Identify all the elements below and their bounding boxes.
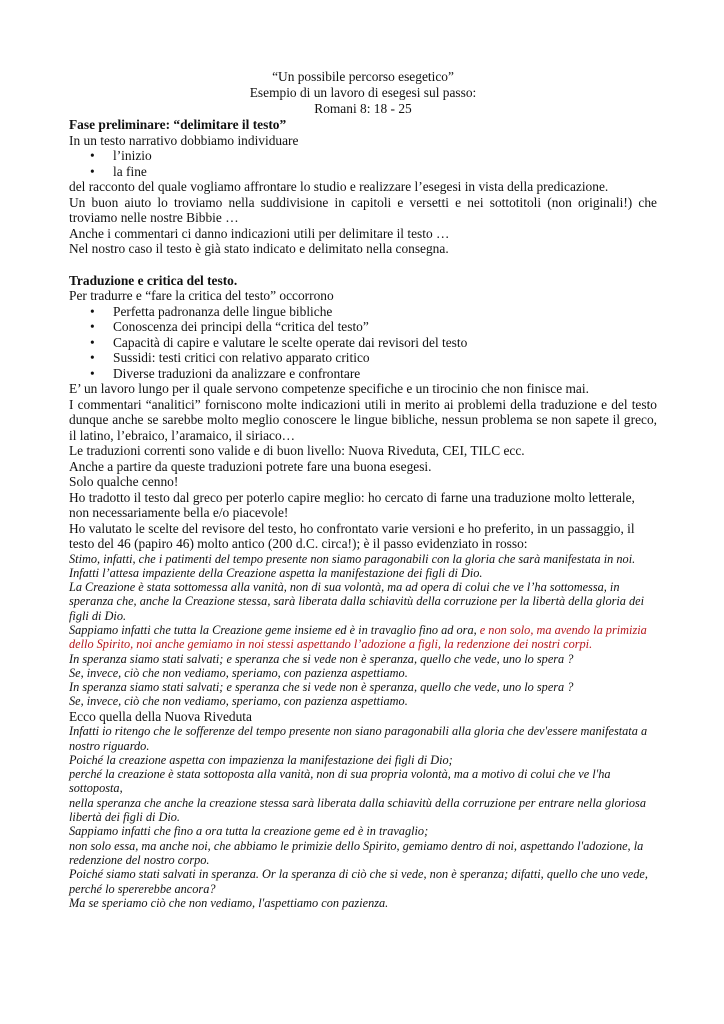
translation-verse: Se, invece, ciò che non vediamo, speriamo, con pazienza aspettiamo.	[69, 694, 408, 709]
paragraph: I commentari “analitici” forniscono molte indicazioni utili in merito ai problemi della traduzione e del testo dunque anche se sarebbe molto meglio conoscere le lingue bibliche, nessun problema se non sapete il greco, il latino, l’ebraico, l’aramaico, il siriaco…	[69, 396, 657, 443]
riveduta-verse: Poiché siamo stati salvati in speranza. Or la speranza di ciò che si vede, non è speranza; difatti, quello che uno vede, perché lo spererebbe ancora?	[69, 867, 648, 896]
verse-text: Sappiamo infatti che tutta la Creazione geme insieme ed è in travaglio fino ad ora,	[69, 622, 480, 637]
paragraph: Le traduzioni correnti sono valide e di buon livello: Nuova Riveduta, CEI, TILC ecc.	[69, 443, 525, 458]
translation-verse: Stimo, infatti, che i patimenti del tempo presente non siamo paragonabili con la gloria che sarà manifestata in noi.	[69, 551, 636, 566]
bullet-list	[69, 148, 657, 179]
document-page	[69, 69, 657, 910]
title-line-2: Esempio di un lavoro di esegesi sul passo:	[249, 85, 477, 100]
paragraph: Un buon aiuto lo troviamo nella suddivisione in capitoli e versetti e nei sottotitoli (non originali!) che troviamo nelle nostre Bibbie …	[69, 194, 657, 225]
list-item: • la fine	[69, 164, 657, 180]
translation-verse: In speranza siamo stati salvati; e speranza che si vede non è speranza, quello che vede, uno lo spera ?	[69, 651, 574, 666]
translation-verse: Infatti l’attesa impaziente della Creazione aspetta la manifestazione dei figli di Dio.	[69, 565, 483, 580]
translation-verse-highlighted	[69, 623, 657, 652]
section-heading-traduzione: Traduzione e critica del testo.	[69, 272, 238, 288]
title-line-1: “Un possibile percorso esegetico”	[272, 69, 454, 84]
title-line-3: Romani 8: 18 - 25	[314, 101, 412, 116]
list-item: • Capacità di capire e valutare le scelte operate dai revisori del testo	[69, 335, 657, 351]
translation-verse: La Creazione è stata sottomessa alla vanità, non di sua volontà, ma ad opera di colui che ve l’ha sottomessa, in speranza che, anche la Creazione stessa, sarà liberata dalla schiavitù della corruzione per la libertà della gloria dei figli di Dio.	[69, 580, 645, 623]
riveduta-verse: perché la creazione è stata sottoposta alla vanità, non di sua propria volontà, ma a motivo di colui che ve l'ha sottoposta,	[69, 767, 611, 796]
list-item: • Conoscenza dei principi della “critica del testo”	[69, 319, 657, 335]
paragraph: Per tradurre e “fare la critica del testo” occorrono	[69, 288, 334, 303]
riveduta-verse: nella speranza che anche la creazione stessa sarà liberata dalla schiavitù della corruzione per entrare nella gloriosa libertà dei figli di Dio.	[69, 795, 646, 825]
paragraph: Ho valutato le scelte del revisore del testo, ho confrontato varie versioni e ho preferito, in un passaggio, il testo del 46 (papiro 46) molto antico (200 d.C. circa!); è il passo evidenziato in rosso:	[69, 520, 635, 551]
papyrus-46-highlight: e non solo, ma avendo la primizia dello Spirito, noi anche gemiamo in noi stessi aspettando l’adozione a figli, la redenzione dei nostri corpi.	[69, 622, 647, 652]
riveduta-verse: Poiché la creazione aspetta con impazienza la manifestazione dei figli di Dio;	[69, 752, 453, 767]
list-item: • Sussidi: testi critici con relativo apparato critico	[69, 350, 657, 366]
section-heading-preliminare: Fase preliminare: “delimitare il testo”	[69, 117, 287, 132]
translation-verse: In speranza siamo stati salvati; e speranza che si vede non è speranza, quello che vede, uno lo spera ?	[69, 680, 574, 695]
list-item: • Diverse traduzioni da analizzare e confrontare	[69, 366, 657, 382]
paragraph: Solo qualche cenno!	[69, 474, 179, 489]
list-item: • Perfetta padronanza delle lingue bibliche	[69, 304, 657, 320]
paragraph: Anche i commentari ci danno indicazioni utili per delimitare il testo …	[69, 225, 450, 241]
paragraph: del racconto del quale vogliamo affrontare lo studio e realizzare l’esegesi in vista della predicazione.	[69, 179, 609, 194]
paragraph: E’ un lavoro lungo per il quale servono competenze specifiche e un tirocinio che non finisce mai.	[69, 381, 589, 396]
riveduta-verse: Ma se speriamo ciò che non vediamo, l'aspettiamo con pazienza.	[69, 895, 389, 910]
paragraph: Nel nostro caso il testo è già stato indicato e delimitato nella consegna.	[69, 241, 449, 256]
paragraph: Ho tradotto il testo dal greco per poterlo capire meglio: ho cercato di farne una traduzione molto letterale, non necessariamente bella e/o piacevole!	[69, 489, 635, 520]
translation-verse: Se, invece, ciò che non vediamo, speriamo, con pazienza aspettiamo.	[69, 665, 408, 680]
paragraph: In un testo narrativo dobbiamo individuare	[69, 132, 299, 148]
bullet-list	[69, 304, 657, 382]
riveduta-verse: non solo essa, ma anche noi, che abbiamo le primizie dello Spirito, gemiamo dentro di noi, aspettando l'adozione, la redenzione del nostro corpo.	[69, 838, 644, 867]
paragraph: Anche a partire da queste traduzioni potrete fare una buona esegesi.	[69, 458, 432, 474]
riveduta-verse: Sappiamo infatti che fino a ora tutta la creazione geme ed è in travaglio;	[69, 824, 429, 839]
list-item: • l’inizio	[69, 148, 657, 164]
riveduta-verse: Infatti io ritengo che le sofferenze del tempo presente non siano paragonabili alla gloria che dev'essere manifestata a nostro riguardo.	[69, 724, 648, 753]
riveduta-heading: Ecco quella della Nuova Riveduta	[69, 708, 252, 724]
